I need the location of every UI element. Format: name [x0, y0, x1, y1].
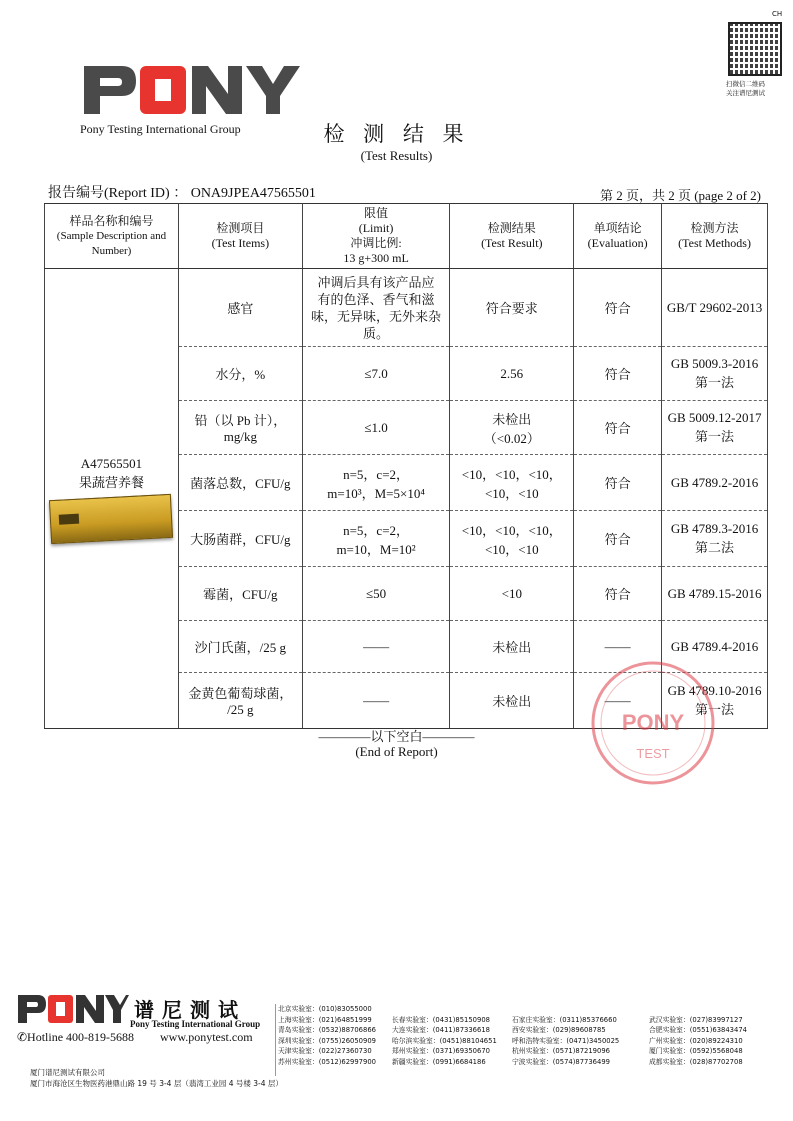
cell-evaluation: 符合	[574, 269, 662, 347]
cell-method: GB/T 29602-2013	[662, 269, 768, 347]
header-test-result: 检测结果 (Test Result)	[450, 204, 574, 269]
cell-evaluation: 符合	[574, 511, 662, 567]
website-link[interactable]: www.ponytest.com	[160, 1030, 253, 1044]
qr-caption	[726, 80, 765, 98]
cell-method: GB 4789.15-2016	[662, 567, 768, 621]
lab-contact: 西安实验室：(029)89608785	[512, 1026, 606, 1034]
cell-evaluation: 符合	[574, 567, 662, 621]
lab-directory	[278, 1004, 779, 1067]
header-evaluation: 单项结论 (Evaluation)	[574, 204, 662, 269]
end-of-report-line: ————以下空白————	[318, 729, 475, 744]
report-id	[48, 182, 316, 202]
lab-contact: 长春实验室：(0431)85150908	[392, 1015, 490, 1024]
lab-contact: 宁波实验室：(0574)87736499	[512, 1057, 610, 1066]
report-id-label: 报告编号(Report ID) ：	[48, 186, 188, 201]
cell-result: 2.56	[450, 347, 574, 401]
page-title: 检 测 结 果	[323, 122, 470, 146]
cell-limit: n=5，c=2， m=10³，M=5×10⁴	[302, 455, 450, 511]
header-test-items: 检测项目 (Test Items)	[178, 204, 302, 269]
cell-evaluation: ——	[574, 621, 662, 673]
cell-limit: ≤7.0	[302, 347, 450, 401]
end-of-report-label: (End of Report)	[355, 744, 438, 759]
hotline: ✆Hotline 400-819-5688	[17, 1030, 135, 1044]
tagline: Pony Testing International Group	[80, 122, 241, 136]
lab-contact	[512, 1004, 645, 1015]
cell-method: GB 5009.12-2017 第一法	[662, 401, 768, 455]
cell-evaluation: 符合	[574, 455, 662, 511]
lab-contact: 青岛实验室：(0532)88706866	[278, 1026, 376, 1034]
svg-text:TEST: TEST	[636, 746, 670, 761]
cell-method: GB 5009.3-2016 第一法	[662, 347, 768, 401]
lab-contact: 合肥实验室：(0551)63843474	[649, 1026, 747, 1034]
official-seal-stamp	[588, 658, 718, 788]
lab-contact: 郑州实验室：(0371)69350670	[392, 1047, 490, 1055]
table-row	[45, 269, 768, 347]
lab-contact	[649, 1004, 779, 1015]
lab-contact	[392, 1004, 508, 1015]
lab-contact: 杭州实验室：(0571)87219096	[512, 1047, 610, 1055]
cell-method: GB 4789.4-2016	[662, 621, 768, 673]
cell-result: 未检出	[450, 673, 574, 729]
company-name: 厦门谱尼测试有限公司	[30, 1068, 105, 1077]
pony-logo	[82, 64, 300, 116]
footer-brand-cn: 谱尼测试	[134, 998, 246, 1022]
cell-result: 符合要求	[450, 269, 574, 347]
cell-limit: ——	[302, 673, 450, 729]
cell-evaluation: 符合	[574, 401, 662, 455]
lab-contact: 苏州实验室：(0512)62997900	[278, 1057, 376, 1066]
lab-contact: 成都实验室：(028)87702708	[649, 1057, 743, 1066]
cell-method: GB 4789.10-2016 第一法	[662, 673, 768, 729]
cell-item: 铅（以 Pb 计）， mg/kg	[178, 401, 302, 455]
cell-evaluation: ——	[574, 673, 662, 729]
company-street: 厦门市海沧区生物医药港鼎山路 19 号 3-4 层（翡湾工业园 4 号楼 3-4 层）	[30, 1079, 283, 1088]
cell-result: 未检出	[450, 621, 574, 673]
cell-item: 沙门氏菌，/25 g	[178, 621, 302, 673]
header-test-methods: 检测方法 (Test Methods)	[662, 204, 768, 269]
cell-item: 菌落总数，CFU/g	[178, 455, 302, 511]
footer-divider	[275, 1004, 276, 1076]
cell-method: GB 4789.2-2016	[662, 455, 768, 511]
lab-contact: 哈尔滨实验室：(0451)88104651	[392, 1036, 497, 1045]
corner-code: CH	[772, 10, 783, 18]
lab-contact: 天津实验室：(022)27360730	[278, 1047, 372, 1055]
lab-contact: 石家庄实验室：(0311)85376660	[512, 1015, 617, 1024]
cell-item: 感官	[178, 269, 302, 347]
cell-result: 未检出 （<0.02）	[450, 401, 574, 455]
report-id-value: ONA9JPEA47565501	[190, 186, 316, 201]
cell-evaluation: 符合	[574, 347, 662, 401]
lab-contact: 广州实验室：(020)89224310	[649, 1036, 743, 1045]
page-info: 第 2 页，共 2 页 (page 2 of 2)	[599, 188, 761, 203]
qr-caption-line: 扫微信二维码	[726, 80, 765, 88]
lab-contact: 武汉实验室：(027)83997127	[649, 1015, 743, 1024]
cell-result: <10，<10，<10， <10，<10	[450, 455, 574, 511]
qr-code-icon	[728, 22, 782, 76]
cell-limit: 冲调后具有该产品应 有的色泽、香气和滋 味，无异味，无外来杂 质。	[302, 269, 450, 347]
lab-contact: 厦门实验室：(0592)5568048	[649, 1047, 743, 1055]
cell-result: <10	[450, 567, 574, 621]
sample-name: 果蔬营养餐	[78, 475, 144, 490]
lab-contact: 大连实验室：(0411)87336618	[392, 1026, 490, 1034]
page-subtitle: (Test Results)	[360, 148, 433, 163]
qr-caption-line: 关注谱尼测试	[726, 89, 765, 97]
lab-contact: 上海实验室：(021)64851999	[278, 1015, 372, 1024]
header-limit: 限值 (Limit) 冲调比例: 13 g+300 mL	[302, 204, 450, 269]
footer-brand-en: Pony Testing International Group	[130, 1019, 261, 1029]
cell-limit: n=5，c=2， m=10，M=10²	[302, 511, 450, 567]
cell-item: 金黄色葡萄球菌， /25 g	[178, 673, 302, 729]
cell-limit: ≤1.0	[302, 401, 450, 455]
footer-pony-logo	[17, 994, 129, 1024]
cell-item: 大肠菌群，CFU/g	[178, 511, 302, 567]
cell-item: 水分，%	[178, 347, 302, 401]
sample-cell	[45, 269, 179, 729]
cell-result: <10，<10，<10， <10，<10	[450, 511, 574, 567]
cell-limit: ——	[302, 621, 450, 673]
cell-item: 霉菌，CFU/g	[178, 567, 302, 621]
lab-contact: 北京实验室：(010)83055000	[278, 1005, 372, 1013]
company-address	[30, 1067, 283, 1089]
product-photo	[49, 494, 173, 544]
svg-text:PONY: PONY	[621, 710, 685, 735]
results-table	[44, 203, 768, 729]
cell-method: GB 4789.3-2016 第二法	[662, 511, 768, 567]
lab-contact: 深圳实验室：(0755)26050909	[278, 1036, 376, 1045]
header-sample: 样品名称和编号 (Sample Description and Number)	[45, 204, 179, 269]
table-header-row	[45, 204, 768, 269]
lab-contact: 新疆实验室：(0991)6684186	[392, 1057, 486, 1066]
sample-id: A47565501	[80, 456, 143, 471]
lab-contact: 呼和浩特实验室：(0471)3450025	[512, 1036, 620, 1045]
cell-limit: ≤50	[302, 567, 450, 621]
